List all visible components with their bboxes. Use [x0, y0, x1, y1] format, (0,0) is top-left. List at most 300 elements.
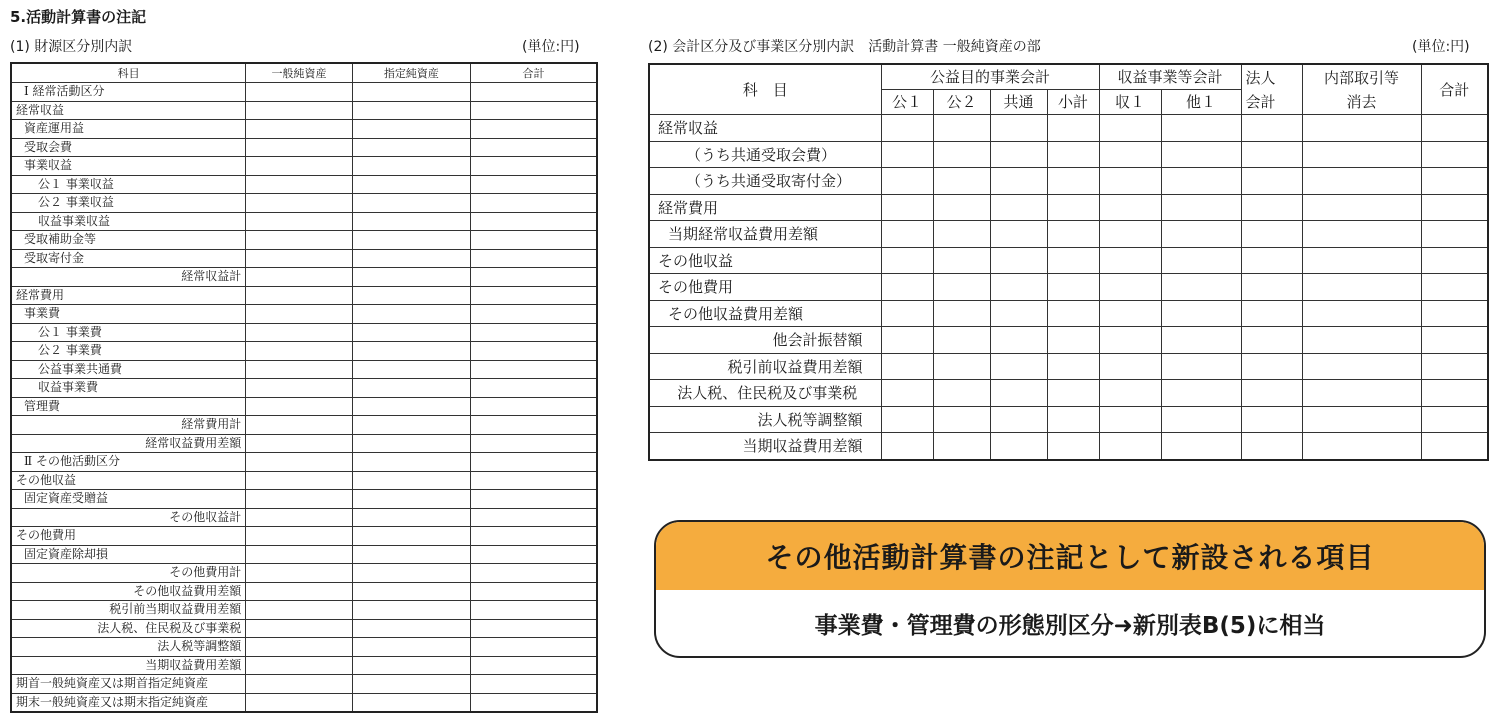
- value-cell: [471, 675, 597, 694]
- value-cell: [471, 471, 597, 490]
- value-cell: [1421, 380, 1488, 407]
- table-row: [11, 138, 597, 157]
- value-cell: [1047, 353, 1099, 380]
- value-cell: [352, 638, 470, 657]
- value-cell: [1161, 274, 1241, 301]
- row-label: 経常費用: [11, 286, 246, 305]
- value-cell: [352, 268, 470, 287]
- value-cell: [352, 490, 470, 509]
- value-cell: [1161, 300, 1241, 327]
- value-cell: [352, 397, 470, 416]
- value-cell: [246, 231, 352, 250]
- row-label: 法人税等調整額: [11, 638, 246, 657]
- value-cell: [990, 327, 1047, 354]
- value-cell: [1099, 115, 1161, 142]
- header-profit-business: 収益事業等会計: [1099, 64, 1241, 90]
- row-label: 公１ 事業収益: [11, 175, 246, 194]
- value-cell: [933, 168, 990, 195]
- value-cell: [990, 168, 1047, 195]
- value-cell: [1421, 327, 1488, 354]
- subheader-common: 共通: [990, 90, 1047, 115]
- table-row: [11, 212, 597, 231]
- row-label: 経常費用計: [11, 416, 246, 435]
- value-cell: [246, 416, 352, 435]
- value-cell: [1099, 353, 1161, 380]
- value-cell: [1302, 141, 1421, 168]
- value-cell: [352, 545, 470, 564]
- value-cell: [471, 527, 597, 546]
- value-cell: [1302, 406, 1421, 433]
- value-cell: [990, 221, 1047, 248]
- table-row: [11, 360, 597, 379]
- table-row: [649, 221, 1488, 248]
- value-cell: [933, 115, 990, 142]
- row-label: 法人税、住民税及び事業税: [11, 619, 246, 638]
- row-label: 法人税、住民税及び事業税: [649, 380, 881, 407]
- value-cell: [352, 416, 470, 435]
- table-row: [11, 453, 597, 472]
- value-cell: [1241, 141, 1302, 168]
- value-cell: [471, 379, 597, 398]
- row-label: 公益事業共通費: [11, 360, 246, 379]
- value-cell: [246, 490, 352, 509]
- table-row: [11, 286, 597, 305]
- value-cell: [881, 406, 933, 433]
- value-cell: [1241, 327, 1302, 354]
- value-cell: [246, 545, 352, 564]
- value-cell: [471, 397, 597, 416]
- value-cell: [471, 342, 597, 361]
- row-label: 当期収益費用差額: [11, 656, 246, 675]
- value-cell: [1161, 115, 1241, 142]
- value-cell: [1241, 168, 1302, 195]
- value-cell: [1421, 221, 1488, 248]
- value-cell: [471, 212, 597, 231]
- header-corporate-line1: 法人: [1245, 68, 1276, 87]
- table-row: [649, 141, 1488, 168]
- table-row: [11, 582, 597, 601]
- value-cell: [246, 397, 352, 416]
- value-cell: [1421, 406, 1488, 433]
- table-row: [649, 300, 1488, 327]
- value-cell: [1161, 194, 1241, 221]
- value-cell: [1302, 247, 1421, 274]
- value-cell: [471, 305, 597, 324]
- table-row: [11, 83, 597, 102]
- value-cell: [933, 194, 990, 221]
- row-label: その他費用: [649, 274, 881, 301]
- value-cell: [471, 286, 597, 305]
- table-row: [11, 508, 597, 527]
- value-cell: [246, 83, 352, 102]
- value-cell: [1047, 300, 1099, 327]
- value-cell: [352, 286, 470, 305]
- value-cell: [990, 141, 1047, 168]
- row-label: 受取補助金等: [11, 231, 246, 250]
- row-label: 受取寄付金: [11, 249, 246, 268]
- table-row: [649, 247, 1488, 274]
- table-row: [11, 268, 597, 287]
- value-cell: [246, 434, 352, 453]
- row-label: その他収益費用差額: [649, 300, 881, 327]
- row-label: 収益事業収益: [11, 212, 246, 231]
- table-row: [11, 619, 597, 638]
- value-cell: [1302, 300, 1421, 327]
- value-cell: [246, 120, 352, 139]
- header-general-net-assets: 一般純資産: [246, 63, 352, 83]
- value-cell: [1241, 380, 1302, 407]
- value-cell: [471, 453, 597, 472]
- value-cell: [881, 141, 933, 168]
- table-row: [649, 433, 1488, 460]
- value-cell: [990, 406, 1047, 433]
- value-cell: [881, 221, 933, 248]
- value-cell: [246, 286, 352, 305]
- value-cell: [246, 175, 352, 194]
- table-row: [11, 471, 597, 490]
- value-cell: [352, 360, 470, 379]
- table-row: [11, 545, 597, 564]
- value-cell: [352, 194, 470, 213]
- row-label: 公２ 事業費: [11, 342, 246, 361]
- value-cell: [1099, 300, 1161, 327]
- row-label: 当期経常収益費用差額: [649, 221, 881, 248]
- value-cell: [471, 582, 597, 601]
- row-label: その他収益: [649, 247, 881, 274]
- value-cell: [1241, 115, 1302, 142]
- header-corporate-line2: 会計: [1245, 92, 1276, 111]
- value-cell: [352, 379, 470, 398]
- value-cell: [1047, 194, 1099, 221]
- value-cell: [1099, 247, 1161, 274]
- value-cell: [352, 508, 470, 527]
- value-cell: [1302, 380, 1421, 407]
- row-label: 法人税等調整額: [649, 406, 881, 433]
- value-cell: [246, 249, 352, 268]
- value-cell: [933, 353, 990, 380]
- value-cell: [1047, 168, 1099, 195]
- table-row: [649, 168, 1488, 195]
- table-row: [649, 274, 1488, 301]
- row-label: 他会計振替額: [649, 327, 881, 354]
- value-cell: [933, 380, 990, 407]
- value-cell: [352, 342, 470, 361]
- value-cell: [246, 360, 352, 379]
- table-row: [649, 353, 1488, 380]
- table-row: [11, 638, 597, 657]
- value-cell: [881, 115, 933, 142]
- subheader-ko2: 公２: [933, 90, 990, 115]
- table-row: [649, 327, 1488, 354]
- value-cell: [1421, 247, 1488, 274]
- value-cell: [1047, 115, 1099, 142]
- table-row: [11, 434, 597, 453]
- value-cell: [246, 342, 352, 361]
- header-internal-line2: 消去: [1346, 92, 1377, 111]
- value-cell: [1161, 168, 1241, 195]
- account-division-breakdown-table: [648, 63, 1489, 461]
- value-cell: [352, 231, 470, 250]
- value-cell: [352, 138, 470, 157]
- table-row: [11, 175, 597, 194]
- value-cell: [246, 471, 352, 490]
- value-cell: [1099, 141, 1161, 168]
- value-cell: [1161, 433, 1241, 460]
- value-cell: [1421, 433, 1488, 460]
- header-subject: 科 目: [649, 64, 881, 115]
- value-cell: [471, 157, 597, 176]
- value-cell: [246, 582, 352, 601]
- value-cell: [246, 138, 352, 157]
- header-total: 合計: [471, 63, 597, 83]
- value-cell: [1302, 194, 1421, 221]
- value-cell: [471, 268, 597, 287]
- value-cell: [471, 434, 597, 453]
- header-internal-line1: 内部取引等: [1324, 68, 1400, 87]
- right-table-unit: (単位:円): [1412, 39, 1470, 55]
- value-cell: [933, 327, 990, 354]
- value-cell: [246, 693, 352, 712]
- value-cell: [471, 323, 597, 342]
- row-label: 期首一般純資産又は期首指定純資産: [11, 675, 246, 694]
- table-row: [11, 101, 597, 120]
- value-cell: [471, 638, 597, 657]
- value-cell: [471, 194, 597, 213]
- row-label: 税引前当期収益費用差額: [11, 601, 246, 620]
- value-cell: [933, 141, 990, 168]
- value-cell: [1161, 327, 1241, 354]
- value-cell: [1161, 406, 1241, 433]
- value-cell: [1161, 380, 1241, 407]
- value-cell: [352, 323, 470, 342]
- value-cell: [1099, 221, 1161, 248]
- value-cell: [352, 564, 470, 583]
- table-row: [11, 120, 597, 139]
- row-label: 経常費用: [649, 194, 881, 221]
- value-cell: [352, 453, 470, 472]
- value-cell: [1302, 168, 1421, 195]
- value-cell: [933, 406, 990, 433]
- subheader-shu1: 収１: [1099, 90, 1161, 115]
- value-cell: [352, 305, 470, 324]
- value-cell: [1302, 433, 1421, 460]
- table-row: [11, 194, 597, 213]
- value-cell: [246, 508, 352, 527]
- value-cell: [881, 168, 933, 195]
- value-cell: [990, 194, 1047, 221]
- left-table-unit: (単位:円): [522, 39, 580, 55]
- table-header-row: [11, 63, 597, 83]
- value-cell: [246, 564, 352, 583]
- value-cell: [471, 360, 597, 379]
- value-cell: [881, 353, 933, 380]
- value-cell: [246, 157, 352, 176]
- table-row: [11, 379, 597, 398]
- row-label: 公２ 事業収益: [11, 194, 246, 213]
- value-cell: [352, 582, 470, 601]
- value-cell: [990, 433, 1047, 460]
- value-cell: [990, 300, 1047, 327]
- value-cell: [1421, 274, 1488, 301]
- row-label: 事業費: [11, 305, 246, 324]
- value-cell: [1047, 380, 1099, 407]
- value-cell: [1241, 194, 1302, 221]
- table-row: [11, 342, 597, 361]
- value-cell: [471, 564, 597, 583]
- row-label: 経常収益費用差額: [11, 434, 246, 453]
- value-cell: [352, 619, 470, 638]
- value-cell: [471, 416, 597, 435]
- value-cell: [246, 268, 352, 287]
- value-cell: [1302, 274, 1421, 301]
- value-cell: [1241, 274, 1302, 301]
- value-cell: [1161, 353, 1241, 380]
- value-cell: [881, 300, 933, 327]
- value-cell: [881, 194, 933, 221]
- row-label: 事業収益: [11, 157, 246, 176]
- right-table-caption: (2) 会計区分及び事業区分別内訳 活動計算書 一般純資産の部: [648, 39, 1041, 55]
- row-label: （うち共通受取寄付金）: [649, 168, 881, 195]
- table-row: [649, 115, 1488, 142]
- value-cell: [471, 231, 597, 250]
- table-row: [11, 157, 597, 176]
- header-internal-elimination: [1302, 64, 1421, 115]
- value-cell: [352, 527, 470, 546]
- value-cell: [471, 619, 597, 638]
- value-cell: [352, 212, 470, 231]
- value-cell: [881, 274, 933, 301]
- row-label: 資産運用益: [11, 120, 246, 139]
- table-row: [11, 675, 597, 694]
- value-cell: [990, 247, 1047, 274]
- value-cell: [471, 120, 597, 139]
- value-cell: [1302, 221, 1421, 248]
- value-cell: [246, 194, 352, 213]
- value-cell: [1421, 194, 1488, 221]
- value-cell: [246, 212, 352, 231]
- value-cell: [471, 656, 597, 675]
- value-cell: [1047, 433, 1099, 460]
- value-cell: [246, 101, 352, 120]
- table-row: [11, 323, 597, 342]
- value-cell: [933, 300, 990, 327]
- table-row: [649, 380, 1488, 407]
- fund-source-breakdown-table: [10, 62, 598, 713]
- value-cell: [881, 247, 933, 274]
- value-cell: [471, 693, 597, 712]
- row-label: その他費用計: [11, 564, 246, 583]
- row-label: （うち共通受取会費）: [649, 141, 881, 168]
- value-cell: [1302, 115, 1421, 142]
- subheader-ta1: 他１: [1161, 90, 1241, 115]
- value-cell: [881, 433, 933, 460]
- row-label: 固定資産除却損: [11, 545, 246, 564]
- value-cell: [990, 353, 1047, 380]
- value-cell: [246, 601, 352, 620]
- value-cell: [352, 471, 470, 490]
- value-cell: [352, 601, 470, 620]
- row-label: その他収益費用差額: [11, 582, 246, 601]
- value-cell: [1047, 221, 1099, 248]
- value-cell: [246, 656, 352, 675]
- value-cell: [990, 274, 1047, 301]
- row-label: その他費用: [11, 527, 246, 546]
- value-cell: [352, 434, 470, 453]
- row-label: 当期収益費用差額: [649, 433, 881, 460]
- value-cell: [933, 247, 990, 274]
- row-label: 経常収益: [11, 101, 246, 120]
- value-cell: [471, 138, 597, 157]
- value-cell: [246, 675, 352, 694]
- subheader-ko1: 公１: [881, 90, 933, 115]
- table-row: [11, 305, 597, 324]
- row-label: 受取会費: [11, 138, 246, 157]
- value-cell: [1099, 433, 1161, 460]
- new-items-callout: [654, 520, 1486, 658]
- value-cell: [471, 175, 597, 194]
- table-row: [11, 527, 597, 546]
- value-cell: [1241, 247, 1302, 274]
- value-cell: [352, 101, 470, 120]
- value-cell: [1161, 141, 1241, 168]
- value-cell: [471, 508, 597, 527]
- value-cell: [881, 327, 933, 354]
- value-cell: [1241, 221, 1302, 248]
- value-cell: [933, 433, 990, 460]
- value-cell: [471, 101, 597, 120]
- value-cell: [1421, 141, 1488, 168]
- value-cell: [471, 490, 597, 509]
- row-label: 収益事業費: [11, 379, 246, 398]
- row-label: 管理費: [11, 397, 246, 416]
- value-cell: [246, 379, 352, 398]
- header-subject: 科目: [11, 63, 246, 83]
- row-label: Ⅰ 経常活動区分: [11, 83, 246, 102]
- row-label: 固定資産受贈益: [11, 490, 246, 509]
- callout-body: 事業費・管理費の形態別区分➜新別表B(5)に相当: [814, 612, 1326, 639]
- value-cell: [246, 453, 352, 472]
- left-table-caption: (1) 財源区分別内訳: [10, 39, 133, 55]
- table-row: [11, 231, 597, 250]
- value-cell: [1161, 221, 1241, 248]
- value-cell: [471, 601, 597, 620]
- value-cell: [1099, 194, 1161, 221]
- value-cell: [1099, 380, 1161, 407]
- row-label: 期末一般純資産又は期末指定純資産: [11, 693, 246, 712]
- table-header-row: [649, 64, 1488, 90]
- header-total: 合計: [1421, 64, 1488, 115]
- value-cell: [246, 323, 352, 342]
- value-cell: [352, 693, 470, 712]
- table-row: [11, 249, 597, 268]
- callout-heading: その他活動計算書の注記として新設される項目: [656, 522, 1484, 590]
- value-cell: [1047, 274, 1099, 301]
- value-cell: [1099, 327, 1161, 354]
- row-label: 経常収益計: [11, 268, 246, 287]
- value-cell: [990, 115, 1047, 142]
- value-cell: [1421, 168, 1488, 195]
- value-cell: [933, 221, 990, 248]
- row-label: Ⅱ その他活動区分: [11, 453, 246, 472]
- value-cell: [933, 274, 990, 301]
- value-cell: [881, 380, 933, 407]
- value-cell: [1302, 353, 1421, 380]
- table-row: [11, 416, 597, 435]
- value-cell: [1241, 406, 1302, 433]
- table-row: [11, 564, 597, 583]
- value-cell: [1421, 300, 1488, 327]
- value-cell: [471, 545, 597, 564]
